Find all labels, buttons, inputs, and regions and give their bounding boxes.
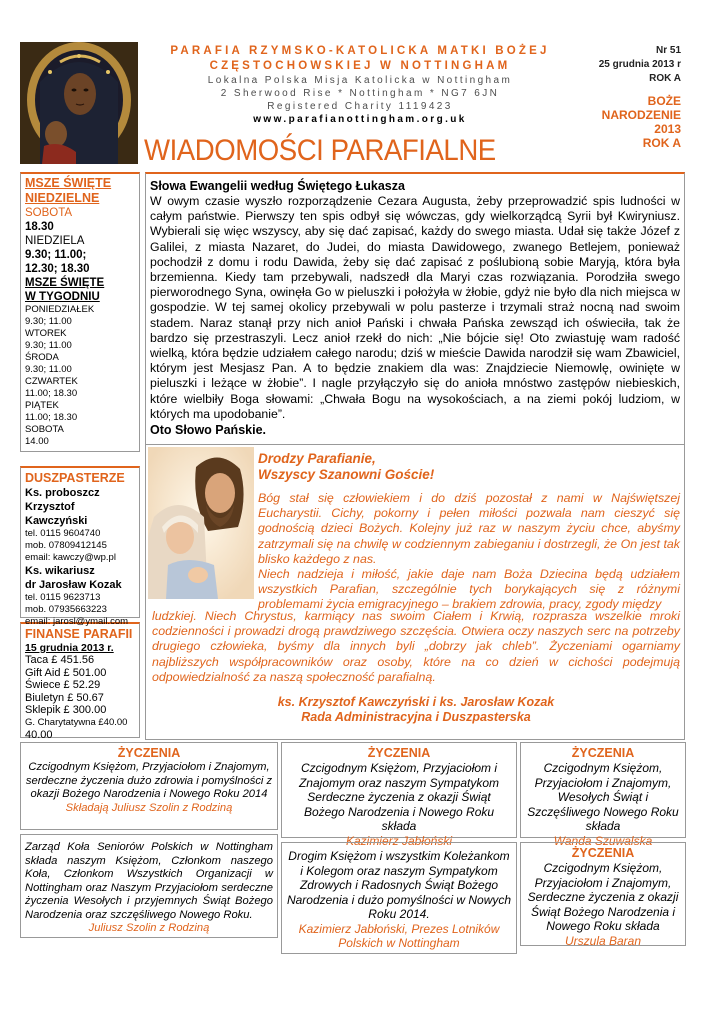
mission-name: Lokalna Polska Misja Katolicka w Nottingham xyxy=(207,75,513,86)
feast-year: 2013 xyxy=(654,122,681,136)
wish-signature: Składają Juliusz Szolin z Rodziną xyxy=(65,801,233,814)
feast-liturgical-year: ROK A xyxy=(642,136,681,150)
greeting-paragraph-1: Bóg stał się człowiekiem i do dziś pozostał z nami w Najświętszej Eucharystii. Cichy, pokorny i pełen miłości pozwala nam cieszyć się godnością dzieci Bożych. Kolejny już raz w naszym życiu chce, abyśmy zatrzymali się na chwilę w codziennym zabieganiu i dostrzegli, że On jest tak blisko każdego z nas. xyxy=(258,491,680,566)
wish-box-1 xyxy=(20,742,278,830)
wish-signature: Kazimierz Jabłoński, Prezes Lotników Polskich w Nottingham xyxy=(298,921,500,950)
charity-number: Registered Charity 1119423 xyxy=(267,101,453,112)
finance-title: FINANSE PARAFII xyxy=(25,627,133,641)
greeting-signature-2: Rada Administracyjna i Duszpasterska xyxy=(301,710,531,725)
weekday-label: CZWARTEK xyxy=(25,376,78,387)
weekday-time: 9.30; 11.00 xyxy=(25,340,72,351)
weekday-time: 9.30; 11.00 xyxy=(25,316,72,327)
weekday-time: 9.30; 11.00 xyxy=(25,364,72,375)
wish-box-4 xyxy=(281,842,517,954)
weekday-label: SOBOTA xyxy=(25,424,64,435)
wish-title: ŻYCZENIA xyxy=(571,846,635,860)
left-sidebar xyxy=(20,172,140,741)
wish-signature: Urszula Baran xyxy=(564,933,642,948)
greeting-paragraph-2a: Niech nadzieja i miłość, jakie daje nam Boża Dziecina będą udziałem wszystkich Parafian, szczególnie tych borykających się z różnymi problemami życia emigracyjnego – brakiem zdrowia, pracy, zgody między xyxy=(258,567,680,612)
priests-title: DUSZPASTERZE xyxy=(25,471,125,485)
weekday-label: PIĄTEK xyxy=(25,400,59,411)
wish-text: Czcigodnym Księżom, Przyjaciołom i Znajomym, Wesołych Świąt i Szczęśliwego Nowego Roku składa xyxy=(527,761,679,833)
weekday-time: 11.00; 18.30 xyxy=(25,388,78,399)
greeting-heading-1: Drodzy Parafianie, xyxy=(258,451,376,466)
gospel-text: W owym czasie wyszło rozporządzenie Cezara Augusta, żeby przeprowadzić spis ludności w całym państwie. Pierwszy ten spis odbył się wówczas, gdy wielkorządcą Syrii był Kwiryniusz. Wybierali się więc wszyscy, aby się dać zapisać, każdy do swego miasta. Udał się także Józef z Galilei, z miasta Nazaret, do Judei, do miasta Dawidowego, zwanego Betlejem, ponieważ pochodził z domu i rodu Dawida, żeby się dać zapisać z poślubioną sobie Maryją, która była brzemienna. Kiedy tam przebywali, nadszedł dla Maryi czas rozwiązania. Porodziła swego pierworodnego Syna, owinęła Go w pieluszki i położyła w żłobie, gdyż nie było dla nich miejsca w gospodzie. W tej samej okolicy przebywali w polu pasterze i trzymali straż nocną nad swoim stadem. Naraz stanął przy nich anioł Pański i chwała Pańska zewsząd ich oświeciła, tak że bardzo się przestraszyli. Lecz anioł rzekł do nich: „Nie bójcie się! Oto zwiastuję wam radość wielką, która będzie udziałem całego narodu; dziś w mieście Dawida narodził się wam Zbawiciel, którym jest Mesjasz Pan. A to będzie znakiem dla was: Znajdziecie Niemowlę, owinięte w pieluszki i leżące w żłobie”. I nagle przyłączyło się do anioła mnóstwo zastępów niebieskich, które wielbiły Boga słowami: „Chwała Bogu na wysokościach, a na ziemi pokój ludziom, w których ma upodobanie”. xyxy=(150,194,680,421)
priests-box xyxy=(20,466,140,627)
gospel-title: Słowa Ewangelii według Świętego Łukasza xyxy=(150,179,405,193)
wish-signature: Juliusz Szolin z Rodziną xyxy=(88,922,210,934)
wish-title: ŻYCZENIA xyxy=(367,746,431,760)
wish-title: ŻYCZENIA xyxy=(571,746,635,760)
greeting-paragraph-2b: ludzkiej. Niech Chrystus, karmiący nas swoim Ciałem i Krwią, rozprasza wszelkie mroki codzienności i prowadzi drogą prawdziwego szczęścia. Otwiera oczy naszych serc na potrzeby drugiego człowieka, byśmy dla innych byli „dobrzy jak chleb”. Życzeniami ogarniamy najbliższych współpracowników oraz osoby, które na co dzień w cichości podejmują odpowiedzialność za naszą społeczność parafialną. xyxy=(152,609,680,684)
christmas-greeting xyxy=(145,444,685,740)
pastor-email[interactable]: email: kawczy@wp.pl xyxy=(25,552,116,563)
issue-info xyxy=(571,44,681,150)
madonna-icon-image xyxy=(20,42,138,164)
weekday-label: WTOREK xyxy=(25,328,67,339)
pastor-mobile: mob. 07809412145 xyxy=(25,540,107,551)
wish-text: Drogim Księżom i wszystkim Koleżankom i Kolegom oraz naszym Sympatykom Zdrowych i Radosnych Świąt Bożego Narodzenia i dużo pomyślności w Nowych Roku 2014. xyxy=(286,849,512,921)
holy-family-image xyxy=(148,447,254,599)
greeting-heading-2: Wszyscy Szanowni Goście! xyxy=(258,467,435,482)
wish-box-5 xyxy=(520,742,686,848)
weekday-masses-title-1: MSZE ŚWIĘTE xyxy=(25,277,105,289)
weekday-list xyxy=(25,304,135,448)
vicar-role: Ks. wikariusz xyxy=(25,565,95,577)
finance-item: Biuletyn £ 50.67 xyxy=(25,691,104,704)
wish-text: Czcigodnym Księżom, Przyjaciołom i Znajomym oraz naszym Sympatykom Serdeczne życzenia z okazji Świąt Bożego Narodzenia i Nowego Roku składa xyxy=(298,761,500,833)
parish-name-line-1: PARAFIA RZYMSKO-KATOLICKA MATKI BOŻEJ xyxy=(170,45,550,57)
wish-box-6 xyxy=(520,842,686,946)
finance-box xyxy=(20,622,140,741)
greeting-signature-1: ks. Krzysztof Kawczyński i ks. Jarosław Kozak xyxy=(277,695,555,710)
weekday-time: 11.00; 18.30 xyxy=(25,412,78,423)
newsletter-title: WIADOMOŚCI PARAFIALNE xyxy=(144,134,496,167)
parish-header xyxy=(140,44,580,127)
finance-item: Gift Aid £ 501.00 xyxy=(25,666,107,679)
pastor-role: Ks. proboszcz xyxy=(25,487,100,499)
pastor-name: Krzysztof Kawczyński xyxy=(25,501,88,527)
website-link[interactable]: www.parafianottingham.org.uk xyxy=(253,114,467,125)
sunday-times-1: 9.30; 11.00; xyxy=(25,249,87,261)
liturgical-year: ROK A xyxy=(649,73,681,84)
vicar-phone: tel. 0115 9623713 xyxy=(25,592,101,603)
wish-box-2 xyxy=(20,834,278,938)
wish-text: Zarząd Koła Seniorów Polskich w Nottingham składa naszym Księżom, Członkom naszego Koła, Członkom Wszystkich Organizacji w Nottingham oraz Naszym Przyjaciołom serdeczne życzenia Wesołych i przyjemnych Świąt Bożego Narodzenia oraz szczęśliwego Nowego Roku. xyxy=(25,841,273,921)
weekday-label: ŚRODA xyxy=(25,352,59,363)
saturday-time: 18.30 xyxy=(25,221,54,233)
feast-name: BOŻE NARODZENIE xyxy=(601,94,681,122)
parish-name-line-2: CZĘSTOCHOWSKIEJ W NOTTINGHAM xyxy=(209,60,511,72)
sunday-masses-title-2: NIEDZIELNE xyxy=(25,191,100,205)
finance-item: G. Charytatywna £40.00 xyxy=(25,716,128,728)
parish-address: 2 Sherwood Rise * Nottingham * NG7 6JN xyxy=(220,88,500,99)
issue-date: 25 grudnia 2013 r xyxy=(598,59,681,70)
finance-item: 40.00 xyxy=(25,729,53,741)
vicar-name: dr Jarosław Kozak xyxy=(25,579,122,591)
mass-times-box xyxy=(20,172,140,452)
holy-family-picture xyxy=(148,447,254,599)
saturday-label: SOBOTA xyxy=(25,207,73,219)
madonna-picture xyxy=(20,42,138,164)
finance-date: 15 grudnia 2013 r. xyxy=(25,642,114,654)
wish-text: Czcigodnym Księżom, Przyjaciołom i Znajomym, serdeczne życzenia dużo zdrowia i pomyślności z okazji Bożego Narodzenia i Nowego Roku 2014 xyxy=(25,761,273,800)
vicar-mobile: mob. 07935663223 xyxy=(25,604,107,615)
wish-text: Czcigodnym Księżom, Przyjaciołom i Znajomym, Serdeczne życzenia z okazji Świąt Bożego Narodzenia i Nowego Roku składa xyxy=(527,861,679,933)
gospel-ending: Oto Słowo Pańskie. xyxy=(150,423,266,438)
wish-title: ŻYCZENIA xyxy=(117,746,181,760)
vicar-email[interactable]: email: jarosl@ymail.com xyxy=(25,616,129,627)
finance-item: Świece £ 52.29 xyxy=(25,679,101,691)
wish-signature: Wanda Szuwalska xyxy=(553,833,653,848)
sunday-label: NIEDZIELA xyxy=(25,235,85,247)
wish-box-3 xyxy=(281,742,517,848)
finance-item: Taca £ 451.56 xyxy=(25,654,95,666)
greeting-text-top xyxy=(258,451,680,613)
sunday-times-2: 12.30; 18.30 xyxy=(25,263,90,275)
finance-item: Sklepik £ 300.00 xyxy=(25,704,107,716)
issue-number: Nr 51 xyxy=(655,45,681,56)
weekday-time: 14.00 xyxy=(25,436,49,447)
wish-signature: Kazimierz Jabłoński xyxy=(345,833,453,848)
gospel-section xyxy=(145,172,685,445)
greeting-text-bottom xyxy=(152,609,680,725)
weekday-masses-title-2: W TYGODNIU xyxy=(25,291,100,303)
pastor-phone: tel. 0115 9604740 xyxy=(25,528,101,539)
sunday-masses-title-1: MSZE ŚWIĘTE xyxy=(25,176,112,190)
weekday-label: PONIEDZIAŁEK xyxy=(25,304,95,315)
